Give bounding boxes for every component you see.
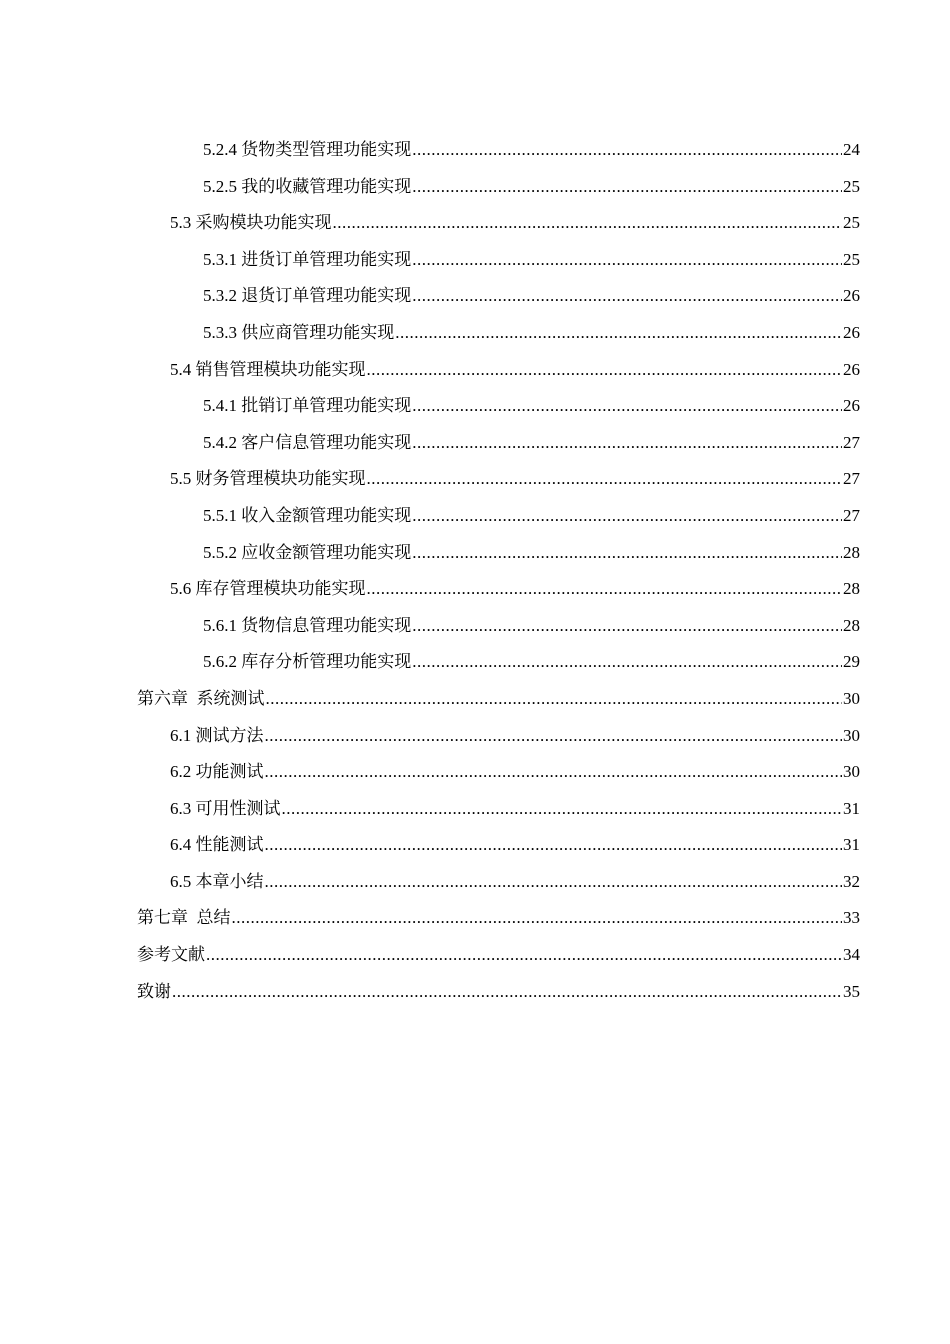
toc-dot-leader [367,461,843,498]
toc-entry[interactable] [137,754,860,791]
toc-entry[interactable] [137,169,860,206]
toc-dot-leader [266,681,843,718]
toc-dot-leader [412,644,842,681]
toc-entry[interactable] [137,608,860,645]
toc-entry-title: 6.3 可用性测试 [170,798,281,818]
toc-entry-title: 5.6.1 货物信息管理功能实现 [203,615,412,635]
toc-dot-leader [395,315,842,352]
toc-dot-leader [333,205,843,242]
toc-entry-title: 第六章 系统测试 [137,688,265,708]
toc-entry-title: 6.2 功能测试 [170,762,264,782]
toc-dot-leader [412,242,842,279]
toc-entry-page: 24 [843,140,860,159]
toc-entry[interactable] [137,425,860,462]
toc-entry[interactable] [137,242,860,279]
toc-entry-page: 34 [843,945,860,965]
toc-entry-page: 28 [843,579,860,599]
toc-dot-leader [412,535,842,572]
toc-entry-page: 26 [843,396,860,416]
toc-entry-page: 26 [843,322,860,342]
toc-entry[interactable] [137,900,860,937]
table-of-contents [137,132,860,1010]
toc-entry-page: 29 [843,652,860,672]
toc-dot-leader [265,827,843,864]
toc-entry-title: 5.6.2 库存分析管理功能实现 [203,652,412,672]
toc-entry-title: 参考文献 [137,945,205,965]
toc-entry[interactable] [137,278,860,315]
toc-entry-page: 30 [843,688,860,708]
toc-entry[interactable] [137,205,860,242]
toc-entry-page: 28 [843,542,860,562]
toc-dot-leader [206,937,842,974]
toc-dot-leader [412,278,842,315]
toc-dot-leader [412,169,842,206]
toc-entry-page: 27 [843,469,860,489]
toc-entry[interactable] [137,571,860,608]
toc-dot-leader [367,352,843,389]
toc-entry[interactable] [137,937,860,974]
toc-dot-leader [412,498,842,535]
toc-entry-title: 5.4 销售管理模块功能实现 [170,359,366,379]
toc-entry-title: 第七章 总结 [137,908,231,928]
toc-entry[interactable] [137,535,860,572]
toc-dot-leader [412,425,842,462]
toc-entry-title: 6.4 性能测试 [170,835,264,855]
toc-entry[interactable] [137,388,860,425]
toc-entry[interactable] [137,644,860,681]
toc-dot-leader [265,718,843,755]
toc-entry-page: 25 [843,176,860,196]
toc-dot-leader [265,864,843,901]
toc-entry-page: 26 [843,359,860,379]
toc-entry-title: 5.3 采购模块功能实现 [170,213,332,233]
toc-entry[interactable] [137,498,860,535]
toc-entry[interactable] [137,681,860,718]
toc-entry[interactable] [137,827,860,864]
toc-entry-title: 5.4.1 批销订单管理功能实现 [203,396,412,416]
toc-entry[interactable] [137,132,860,169]
toc-entry-title: 6.1 测试方法 [170,725,264,745]
toc-dot-leader [265,754,843,791]
toc-entry-title: 5.5 财务管理模块功能实现 [170,469,366,489]
toc-entry[interactable] [137,864,860,901]
toc-entry-title: 5.3.3 供应商管理功能实现 [203,322,395,342]
toc-entry[interactable] [137,315,860,352]
toc-entry-title: 5.5.1 收入金额管理功能实现 [203,505,412,525]
toc-dot-leader [412,388,842,425]
toc-entry[interactable] [137,352,860,389]
toc-dot-leader [412,132,842,169]
toc-entry-page: 27 [843,432,860,452]
toc-entry-title: 5.6 库存管理模块功能实现 [170,579,366,599]
toc-entry-title: 5.3.2 退货订单管理功能实现 [203,286,412,306]
toc-dot-leader [172,974,842,1011]
toc-entry[interactable] [137,718,860,755]
toc-entry-page: 30 [843,762,860,782]
toc-dot-leader [412,608,842,645]
toc-entry-page: 25 [843,213,860,233]
toc-entry-page: 32 [843,871,860,891]
toc-entry[interactable] [137,461,860,498]
toc-entry-title: 6.5 本章小结 [170,871,264,891]
toc-entry-page: 35 [843,981,860,1001]
toc-entry-title: 致谢 [137,981,171,1001]
toc-entry-title: 5.2.4 货物类型管理功能实现 [203,140,412,159]
toc-entry-title: 5.2.5 我的收藏管理功能实现 [203,176,412,196]
toc-dot-leader [232,900,843,937]
toc-entry[interactable] [137,974,860,1011]
toc-entry-title: 5.3.1 进货订单管理功能实现 [203,249,412,269]
toc-entry-page: 33 [843,908,860,928]
toc-entry-page: 30 [843,725,860,745]
toc-entry[interactable] [137,791,860,828]
toc-dot-leader [282,791,843,828]
toc-entry-page: 28 [843,615,860,635]
toc-entry-page: 27 [843,505,860,525]
toc-entry-page: 31 [843,798,860,818]
toc-entry-page: 26 [843,286,860,306]
toc-entry-title: 5.5.2 应收金额管理功能实现 [203,542,412,562]
toc-entry-title: 5.4.2 客户信息管理功能实现 [203,432,412,452]
toc-dot-leader [367,571,843,608]
toc-entry-page: 31 [843,835,860,855]
toc-entry-page: 25 [843,249,860,269]
